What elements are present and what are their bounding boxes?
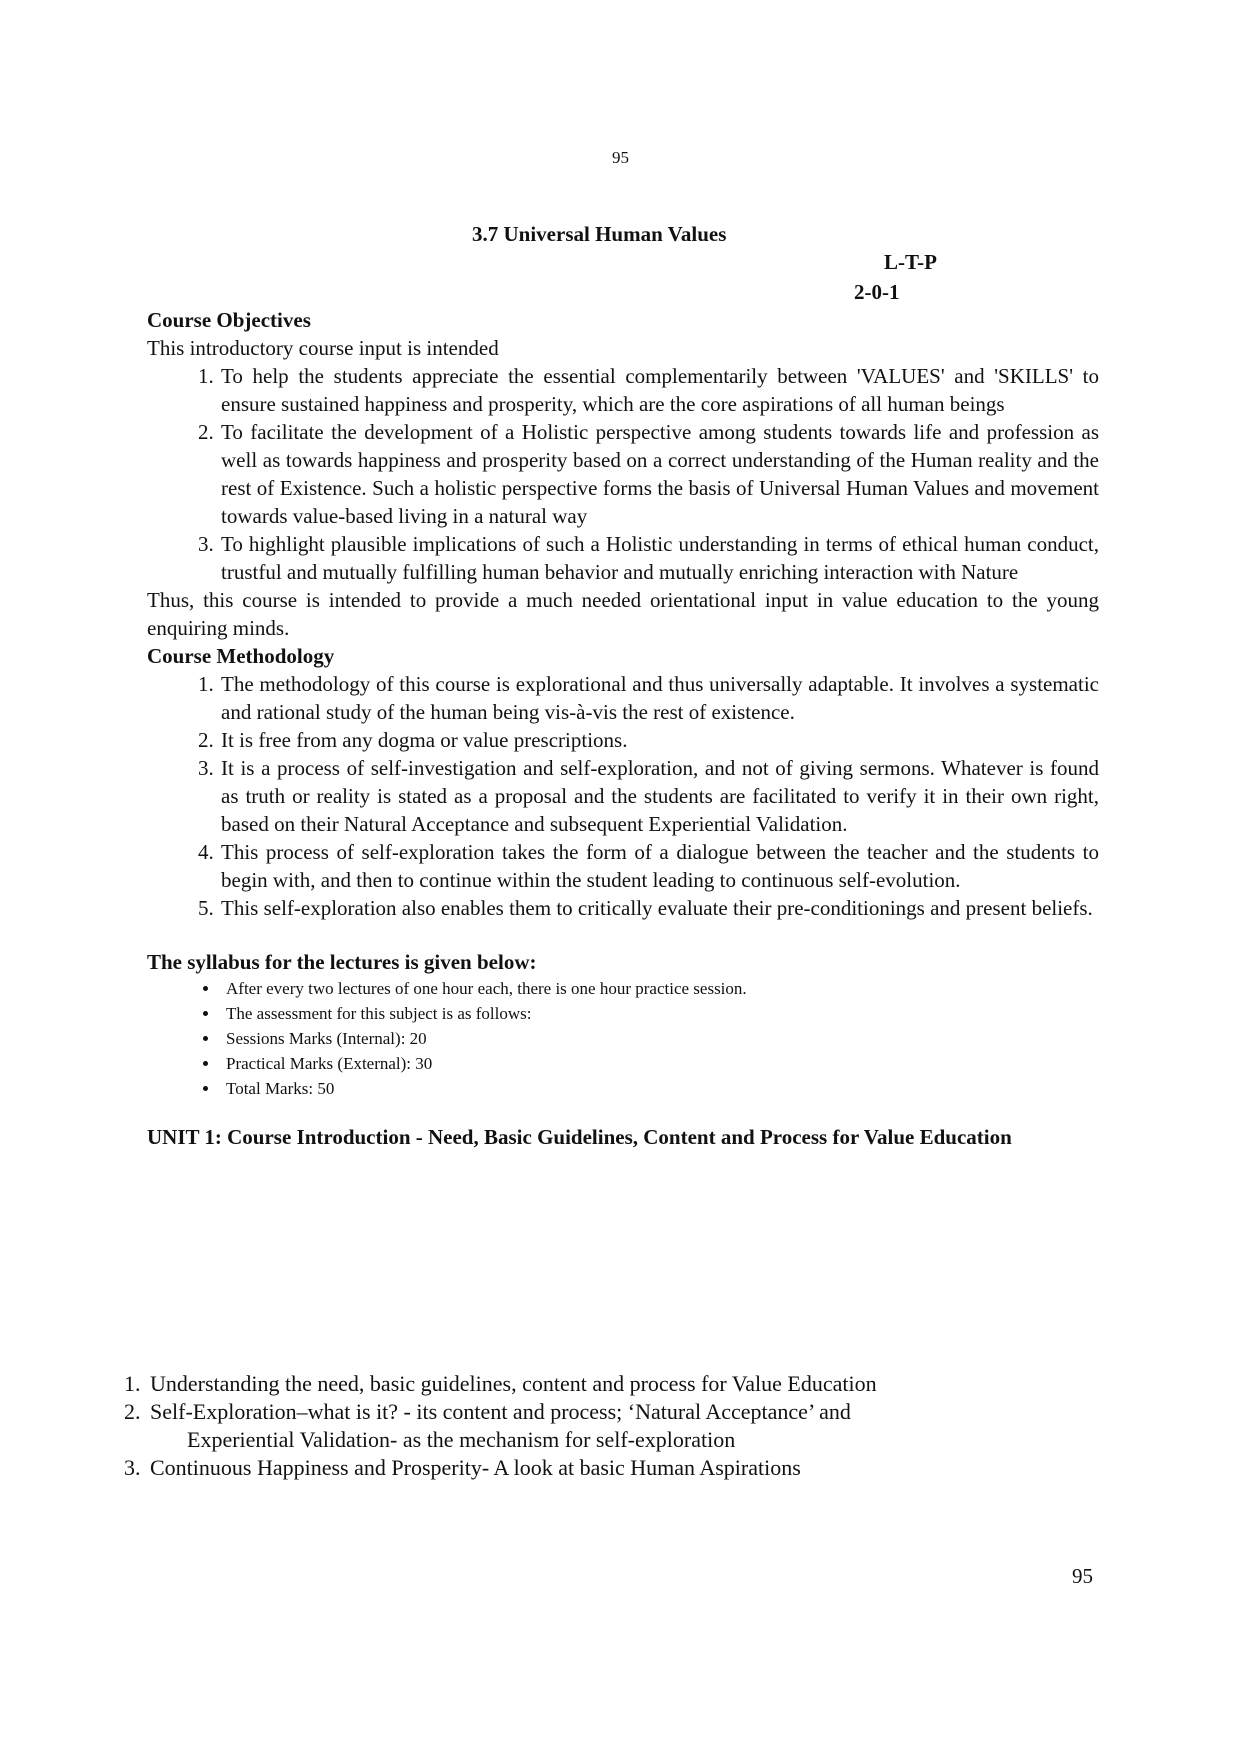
methodology-item: 1. The methodology of this course is explorational and thus universally adaptable. It involves a systematic and rational study of the human being vis-à-vis the rest of existence. <box>219 670 1099 726</box>
syllabus-bullet: • After every two lectures of one hour each, there is one hour practice session. <box>220 976 1099 1001</box>
syllabus-bullet: • The assessment for this subject is as follows: <box>220 1001 1099 1026</box>
methodology-heading: Course Methodology <box>147 644 335 668</box>
main-content <box>147 306 1099 1151</box>
page-number-top: 95 <box>612 148 629 167</box>
methodology-item: 5. This self-exploration also enables them to critically evaluate their pre-conditionings and present beliefs. <box>219 894 1099 922</box>
syllabus-bullet: • Practical Marks (External): 30 <box>220 1051 1099 1076</box>
objective-item: 2. To facilitate the development of a Holistic perspective among students towards life and profession as well as towards happiness and prosperity based on a correct understanding of the Human reality and the rest of Existence. Such a holistic perspective forms the basis of Universal Human Values and movement towards value-based living in a natural way <box>219 418 1099 530</box>
objectives-list <box>147 362 1099 586</box>
syllabus-bullet: • Total Marks: 50 <box>220 1076 1099 1101</box>
objectives-heading: Course Objectives <box>147 308 311 332</box>
unit1-topics <box>110 1370 1100 1482</box>
syllabus-heading: The syllabus for the lectures is given below: <box>147 950 537 974</box>
methodology-list <box>147 670 1099 922</box>
unit1-item2-line2: Experiential Validation- as the mechanism for self-exploration <box>187 1427 736 1452</box>
methodology-item: 3. It is a process of self-investigation and self-exploration, and not of giving sermons. Whatever is found as truth or reality is stated as a proposal and the students are facilitated to verify it in their own right, based on their Natural Acceptance and subsequent Experiential Validation. <box>219 754 1099 838</box>
unit1-heading: UNIT 1: Course Introduction - Need, Basic Guidelines, Content and Process for Value Education <box>147 1125 1012 1149</box>
methodology-item: 4. This process of self-exploration takes the form of a dialogue between the teacher and the students to begin with, and then to continue within the student leading to continuous self-evolution. <box>219 838 1099 894</box>
methodology-item: 2. It is free from any dogma or value prescriptions. <box>219 726 1099 754</box>
objectives-conclusion: Thus, this course is intended to provide a much needed orientational input in value education to the young enquiring minds. <box>147 588 1099 640</box>
objective-item: 3. To highlight plausible implications of such a Holistic understanding in terms of ethical human conduct, trustful and mutually fulfilling human behavior and mutually enriching interaction with Nature <box>219 530 1099 586</box>
unit1-item2-line1: Self-Exploration–what is it? - its content and process; ‘Natural Acceptance’ and <box>150 1399 851 1424</box>
objectives-intro: This introductory course input is intended <box>147 336 499 360</box>
syllabus-bullets <box>147 976 1099 1101</box>
ltp-value: 2-0-1 <box>854 280 900 304</box>
unit1-item <box>146 1398 1100 1454</box>
page-number-bottom: 95 <box>1072 1564 1093 1588</box>
course-title: 3.7 Universal Human Values <box>472 222 727 246</box>
unit1-item: 3. Continuous Happiness and Prosperity- A look at basic Human Aspirations <box>146 1454 1100 1482</box>
unit1-list <box>110 1370 1100 1482</box>
ltp-label: L-T-P <box>884 250 937 274</box>
unit1-item: 1. Understanding the need, basic guidelines, content and process for Value Education <box>146 1370 1100 1398</box>
syllabus-bullet: • Sessions Marks (Internal): 20 <box>220 1026 1099 1051</box>
objective-item: 1. To help the students appreciate the essential complementarily between 'VALUES' and 'SKILLS' to ensure sustained happiness and prosperity, which are the core aspirations of all human beings <box>219 362 1099 418</box>
